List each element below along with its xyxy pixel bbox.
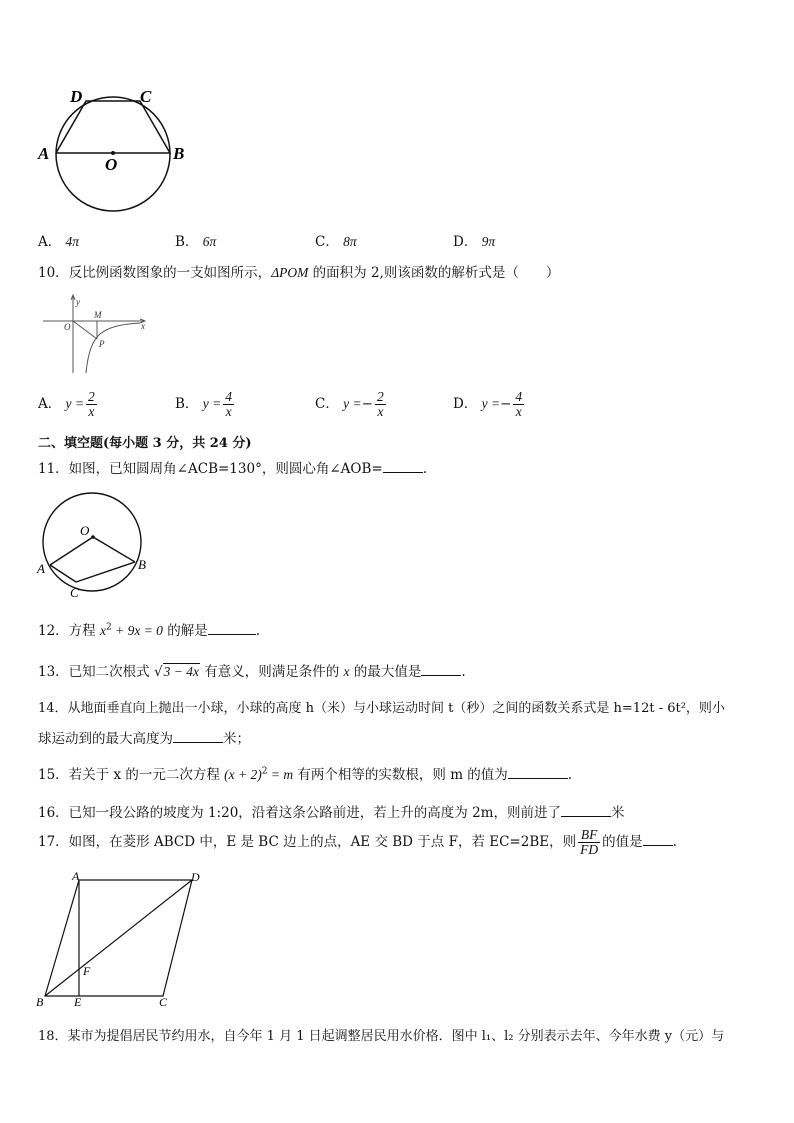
q10-graph-figure xyxy=(40,293,160,375)
q9-option-d[interactable] xyxy=(453,230,495,250)
q11-center-dot xyxy=(91,535,95,539)
q13-before: 13．已知二次根式 xyxy=(38,664,154,680)
option-letter: D． xyxy=(453,234,478,250)
option-value: 9π xyxy=(481,234,496,249)
q10-label-y: y xyxy=(76,297,80,307)
q9-label-o: O xyxy=(105,155,118,174)
q17-label-d: D xyxy=(191,870,200,884)
option-lhs: y = xyxy=(343,396,362,412)
q9-option-b[interactable] xyxy=(175,230,216,250)
q9-label-c: C xyxy=(140,87,152,106)
q17-rhombus-figure xyxy=(32,868,212,1008)
q10-option-a[interactable] xyxy=(38,390,99,419)
q13-question xyxy=(38,660,466,680)
q10-text-after: 的面积为 2,则该函数的解析式是（ ） xyxy=(308,265,560,281)
q16-after: 米 xyxy=(610,805,625,821)
q12-after: 的解是 xyxy=(162,623,208,639)
q10-label-x: x xyxy=(141,321,145,331)
q12-number: 12．方程 xyxy=(38,623,100,639)
q10-text-before: 反比例函数图象的一支如图所示， xyxy=(68,265,272,281)
frac-numerator: 4 xyxy=(225,389,232,404)
option-value: 6π xyxy=(202,234,217,249)
q10-label-p: P xyxy=(99,339,105,349)
q14-line1: 14．从地面垂直向上抛出一小球，小球的高度 h（米）与小球运动时间 t（秒）之间的函数关系式是 h=12t - 6t²，则小 xyxy=(38,701,725,716)
q17-diagonal-bd xyxy=(45,880,192,996)
q11-circle-figure xyxy=(34,490,159,602)
frac-numerator: BF xyxy=(578,828,600,843)
option-value: 8π xyxy=(343,234,357,249)
q12-eq-exp: 2 xyxy=(105,622,112,633)
answer-blank[interactable] xyxy=(643,833,673,846)
q9-circle-figure xyxy=(30,80,200,220)
q9-label-b: B xyxy=(173,144,185,163)
q15-eq-rest: = m xyxy=(267,767,294,782)
q17-question xyxy=(38,828,677,857)
option-letter: C． xyxy=(315,234,339,250)
frac-numerator: 2 xyxy=(376,389,384,404)
answer-blank[interactable] xyxy=(173,730,223,743)
option-value: 4π xyxy=(65,234,80,249)
option-sign: − xyxy=(500,396,512,413)
frac-denominator: FD xyxy=(580,842,599,858)
q17-end: . xyxy=(672,834,677,851)
q13-radicand: 3 − 4x xyxy=(163,664,199,679)
q11-label-b: B xyxy=(138,557,146,572)
option-lhs: y = xyxy=(481,396,501,412)
q10-hyperbola-branch xyxy=(86,323,140,373)
option-fraction xyxy=(375,390,386,419)
q11-label-c: C xyxy=(70,585,79,600)
q11-angle-acb xyxy=(50,562,135,582)
q10-label-m: M xyxy=(94,310,102,320)
q15-exp: 2 xyxy=(261,766,268,777)
option-fraction xyxy=(223,390,234,419)
q17-label-f: F xyxy=(83,964,91,978)
answer-blank[interactable] xyxy=(421,663,461,676)
q12-question xyxy=(38,619,260,639)
q11-label-a: A xyxy=(37,561,45,576)
answer-blank[interactable] xyxy=(208,622,256,635)
frac-numerator: 2 xyxy=(88,389,95,404)
q10-number: 10． xyxy=(38,265,69,281)
answer-blank[interactable] xyxy=(561,804,611,817)
q9-trapezoid xyxy=(56,101,170,153)
q9-option-c[interactable] xyxy=(315,230,357,250)
q17-label-b: B xyxy=(36,995,44,1008)
q16-question xyxy=(38,801,624,821)
q9-label-d: D xyxy=(70,87,83,106)
q13-middle: 有意义，则满足条件的 xyxy=(199,664,344,680)
option-letter: D． xyxy=(453,396,478,413)
option-lhs: y = xyxy=(202,396,222,412)
q17-label-e: E xyxy=(74,995,82,1008)
frac-denominator: x xyxy=(88,404,95,420)
q12-end: . xyxy=(255,623,261,639)
q12-eq-rest: + 9x = 0 xyxy=(111,623,163,638)
q17-before: 17．如图，在菱形 ABCD 中，E 是 BC 边上的点，AE 交 BD 于点 F，若 EC=2BE，则 xyxy=(38,834,577,851)
answer-blank[interactable] xyxy=(383,460,423,473)
q14-after: 米； xyxy=(223,731,250,747)
q11-label-o: O xyxy=(80,523,90,538)
q15-end: . xyxy=(567,767,573,783)
q10-option-b[interactable] xyxy=(175,390,236,419)
frac-denominator: x xyxy=(225,404,232,420)
q15-eq: (x + 2) xyxy=(224,767,262,782)
q11-question xyxy=(38,457,427,477)
option-fraction xyxy=(513,390,524,419)
q13-end: . xyxy=(461,664,466,680)
q10-question xyxy=(38,261,559,281)
q10-option-d[interactable] xyxy=(453,390,526,419)
q17-label-a: A xyxy=(72,869,80,883)
q18-question: 18．某市为提倡居民节约用水，自今年 1 月 1 日起调整居民用水价格．图中 l₁、l₂ 分别表示去年、今年水费 y（元）与 xyxy=(38,1029,725,1044)
q13-var: x xyxy=(343,664,350,679)
q9-option-a[interactable] xyxy=(38,230,79,250)
q15-question xyxy=(38,763,572,783)
q11-text: 11．如图，已知圆周角∠ACB=130°，则圆心角∠AOB= xyxy=(38,461,383,477)
option-fraction xyxy=(86,390,97,419)
q17-fraction xyxy=(578,828,600,857)
q17-label-c: C xyxy=(159,995,168,1008)
frac-numerator: 4 xyxy=(515,389,523,404)
q17-after: 的值是 xyxy=(602,834,643,851)
answer-blank[interactable] xyxy=(508,766,568,779)
option-sign: − xyxy=(361,396,373,413)
q11-end: . xyxy=(422,461,427,477)
q16-before: 16．已知一段公路的坡度为 1:20，沿着这条公路前进，若上升的高度为 2m，则前进了 xyxy=(38,805,561,821)
q13-after: 的最大值是 xyxy=(349,664,422,680)
option-lhs: y = xyxy=(65,396,85,412)
q10-triangle: ΔPOM xyxy=(271,265,309,280)
q14-before: 球运动到的最大高度为 xyxy=(38,731,173,747)
q10-segment-op xyxy=(73,321,97,339)
q15-before: 15．若关于 x 的一元二次方程 xyxy=(38,767,225,783)
q15-after: 有两个相等的实数根，则 m 的值为 xyxy=(293,767,508,783)
q14-line2 xyxy=(38,727,250,747)
option-letter: B． xyxy=(175,396,199,413)
q9-label-a: A xyxy=(38,144,50,163)
option-letter: A． xyxy=(38,396,62,413)
q10-label-o: O xyxy=(64,322,71,332)
option-letter: A． xyxy=(38,234,62,250)
q10-option-c[interactable] xyxy=(315,390,388,419)
q12-eq-x: x xyxy=(99,623,106,638)
section-title: 二、填空题(每小题 3 分，共 24 分) xyxy=(38,436,252,451)
q11-angle-aob xyxy=(50,537,135,565)
option-letter: C． xyxy=(315,396,339,413)
frac-denominator: x xyxy=(377,404,384,420)
sqrt-sign: √ xyxy=(153,664,163,680)
frac-denominator: x xyxy=(515,404,522,420)
option-letter: B． xyxy=(175,234,199,250)
